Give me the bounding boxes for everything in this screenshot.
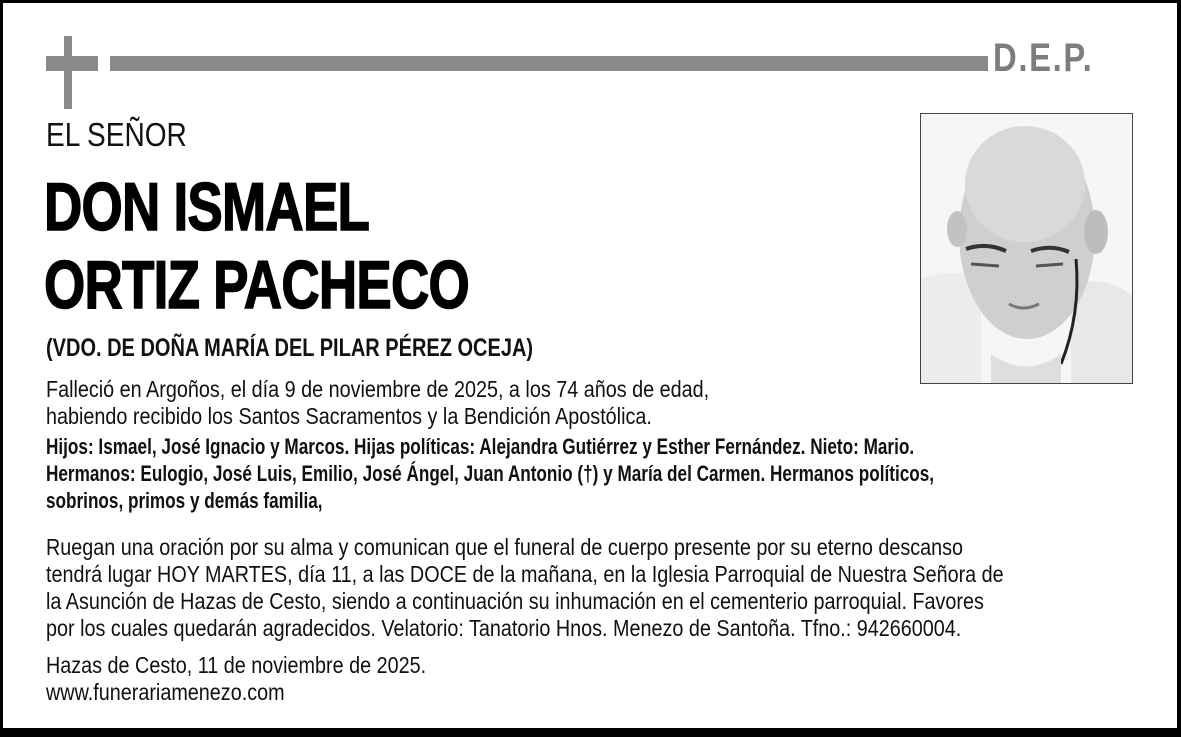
name-line-2: ORTIZ PACHECO xyxy=(44,247,469,323)
funeral-line: tendrá lugar HOY MARTES, día 11, a las DOCE de la mañana, en la Iglesia Parroquial de Nuestra Señora de xyxy=(46,561,1004,587)
family-line: Hijos: Ismael, José Ignacio y Marcos. Hijas políticas: Alejandra Gutiérrez y Esther Fernández. Nieto: Mario. xyxy=(46,434,915,459)
funeral-line: la Asunción de Hazas de Cesto, siendo a continuación su inhumación en el cementerio parroquial. Favores xyxy=(46,588,984,614)
cross-icon-vertical xyxy=(64,36,72,109)
dep-label: D.E.P. xyxy=(993,36,1094,80)
name-line-1: DON ISMAEL xyxy=(44,169,370,245)
honorific: EL SEÑOR xyxy=(46,116,187,153)
funeral-details xyxy=(46,534,1004,642)
family-list xyxy=(46,433,934,514)
widower-of: (VDO. DE DOÑA MARÍA DEL PILAR PÉREZ OCEJA) xyxy=(46,334,534,362)
funeral-line: Ruegan una oración por su alma y comunican que el funeral de cuerpo presente por su eterno descanso xyxy=(46,534,964,560)
deceased-name xyxy=(44,168,469,324)
place-date: Hazas de Cesto, 11 de noviembre de 2025. xyxy=(46,652,427,678)
closing xyxy=(46,652,426,706)
funeral-line: por los cuales quedarán agradecidos. Velatorio: Tanatorio Hnos. Menezo de Santoña. Tfno.: 942660004. xyxy=(46,615,962,641)
website-link[interactable]: www.funerariamenezo.com xyxy=(46,679,285,705)
death-notice-line: habiendo recibido los Santos Sacramentos y la Bendición Apostólica. xyxy=(46,403,652,429)
header-rule xyxy=(110,56,988,71)
family-line: sobrinos, primos y demás familia, xyxy=(46,488,323,513)
family-line: Hermanos: Eulogio, José Luis, Emilio, José Ángel, Juan Antonio (†) y María del Carmen. Hermanos políticos, xyxy=(46,461,935,486)
death-notice-line: Falleció en Argoños, el día 9 de noviembre de 2025, a los 74 años de edad, xyxy=(46,376,710,402)
death-notice xyxy=(46,376,709,430)
portrait-photo xyxy=(920,113,1133,384)
cross-icon-horizontal xyxy=(46,56,98,71)
portrait-icon xyxy=(921,114,1133,384)
